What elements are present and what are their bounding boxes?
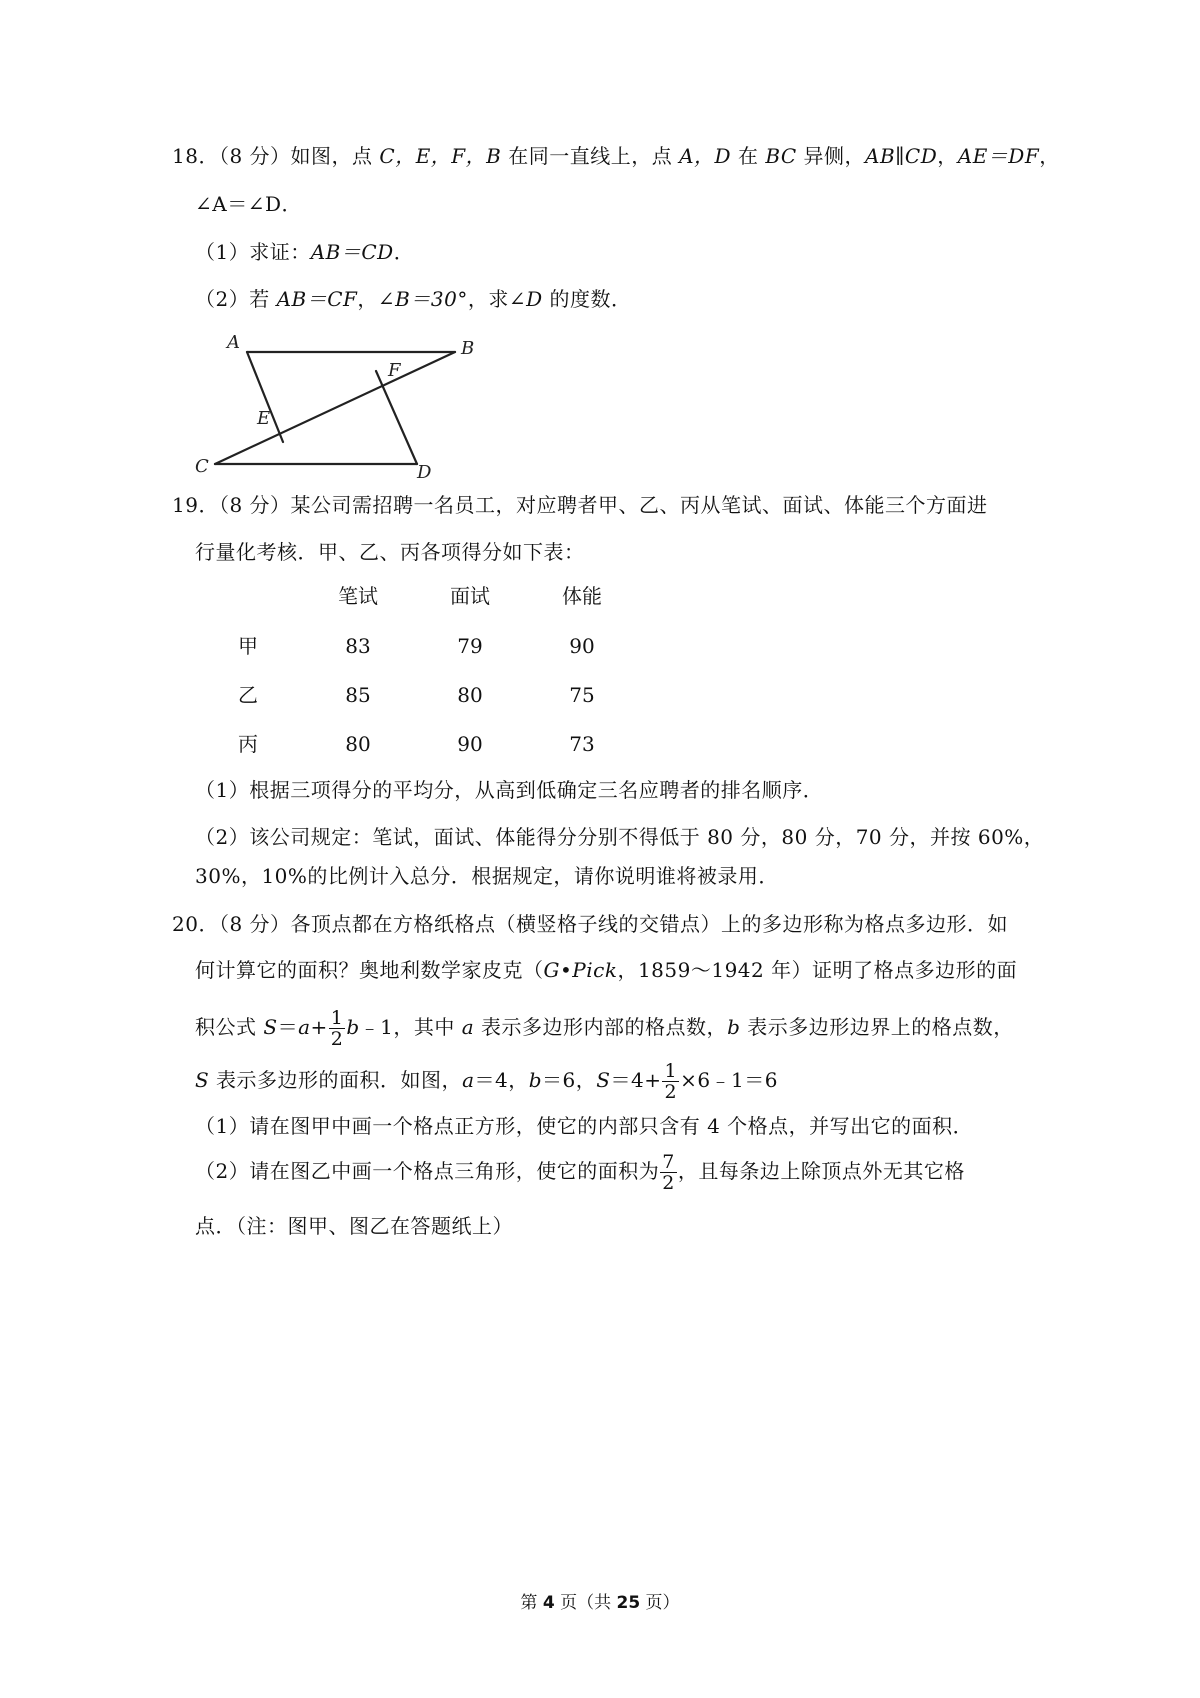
footer-text: 页（共 xyxy=(554,1593,617,1613)
q18-score: （8 分） xyxy=(218,144,291,168)
label-e: E xyxy=(257,408,271,429)
page-footer xyxy=(0,1591,1200,1615)
segment-fd xyxy=(376,371,417,464)
q20-plus: + xyxy=(310,1015,328,1039)
q18-part2 xyxy=(195,285,632,313)
q20-var-a: a xyxy=(462,1068,475,1092)
q18-segment-bc: BC xyxy=(765,144,797,168)
q18-part1-end: ． xyxy=(393,240,415,264)
table-header: 面试 xyxy=(450,584,490,608)
label-a: A xyxy=(227,332,240,353)
table-cell: 90 xyxy=(569,634,595,658)
q19-text: 某公司需招聘一名员工，对应聘者甲、乙、丙从笔试、面试、体能三个方面进 xyxy=(290,493,988,517)
q18-number: 18． xyxy=(172,144,219,168)
q18-part1-label: （1）求证： xyxy=(195,240,311,264)
fraction-numerator: 1 xyxy=(664,1060,678,1082)
q20-var-a2: a xyxy=(461,1015,475,1039)
q20-eq: ＝ xyxy=(277,1015,299,1039)
q18-points: C，E，F，B xyxy=(379,144,502,168)
label-f: F xyxy=(388,360,401,381)
q18-text-2: 在同一直线上，点 xyxy=(501,144,680,168)
q20-line1 xyxy=(172,910,1008,938)
fraction-numerator: 1 xyxy=(330,1007,344,1029)
q20-var-a: a xyxy=(298,1015,311,1039)
q19-score: （8 分） xyxy=(218,493,291,517)
q19-line2: 行量化考核．甲、乙、丙各项得分如下表： xyxy=(195,540,585,564)
q18-part2-expr2: ∠B＝30° xyxy=(377,287,468,311)
table-cell: 79 xyxy=(457,634,483,658)
table-cell: 73 xyxy=(569,732,595,756)
label-d: D xyxy=(417,462,432,483)
q18-comma: ， xyxy=(937,144,958,168)
q19-line1 xyxy=(172,491,988,519)
table-cell: 75 xyxy=(569,683,595,707)
table-row-label: 丙 xyxy=(238,732,258,756)
footer-text: 第 xyxy=(520,1593,543,1613)
table-cell: 80 xyxy=(457,683,483,707)
q20-line2-text1: 何计算它的面积？奥地利数学家皮克（ xyxy=(195,958,544,982)
q20-value-a: ＝4， xyxy=(474,1068,529,1092)
q18-part2-expr1: AB＝CF xyxy=(276,287,358,311)
table-cell: 90 xyxy=(457,732,483,756)
table-cell: 80 xyxy=(345,732,371,756)
q20-line3-text2: 表示多边形内部的格点数， xyxy=(474,1015,728,1039)
table-header: 笔试 xyxy=(338,584,378,608)
q20-minus: ﹣1，其中 xyxy=(359,1015,462,1039)
q20-part2-text2: ，且每条边上除顶点外无其它格 xyxy=(677,1159,965,1183)
fraction-numerator: 7 xyxy=(662,1151,675,1173)
q18-part2-label: （2）若 xyxy=(195,287,277,311)
page-number: 4 xyxy=(542,1593,555,1613)
q20-line3-text1: 积公式 xyxy=(195,1015,264,1039)
segment-bc xyxy=(215,352,455,464)
q20-fraction-half xyxy=(662,1061,679,1102)
table-row-label: 乙 xyxy=(238,683,258,707)
q20-line2 xyxy=(195,956,1017,984)
q20-value-s: ＝4+ xyxy=(610,1068,662,1092)
q18-part2-end: 的度数． xyxy=(542,287,632,311)
page-total: 25 xyxy=(616,1593,641,1613)
q18-line1 xyxy=(172,142,1060,170)
q20-var-s: S xyxy=(195,1068,210,1092)
q18-part2-text: ，求∠ xyxy=(467,287,527,311)
q20-line4 xyxy=(195,1058,778,1102)
q20-var-s2: S xyxy=(596,1068,611,1092)
q18-part2-sep: ， xyxy=(357,287,378,311)
q20-part2-line2: 点．（注：图甲、图乙在答题纸上） xyxy=(195,1214,513,1238)
q20-text: 各顶点都在方格纸格点（横竖格子线的交错点）上的多边形称为格点多边形．如 xyxy=(290,912,1009,936)
q18-relation-equal: AE＝DF xyxy=(957,144,1040,168)
q20-part2-text1: （2）请在图乙中画一个格点三角形，使它的面积为 xyxy=(195,1159,660,1183)
q18-text-4: 异侧， xyxy=(796,144,866,168)
q20-part2 xyxy=(195,1149,965,1193)
q18-part1-expr: AB＝CD xyxy=(310,240,394,264)
q18-geometry-figure xyxy=(195,328,505,488)
footer-text: 页） xyxy=(640,1593,680,1613)
q20-var-b: b xyxy=(346,1015,360,1039)
q19-part2-line1: （2）该公司规定：笔试，面试、体能得分分别不得低于 80 分，80 分，70 分，并按 60%， xyxy=(195,825,1045,849)
q20-number: 20． xyxy=(172,912,219,936)
q18-text-end: ， xyxy=(1039,144,1060,168)
table-row-label: 甲 xyxy=(238,634,258,658)
q20-score: （8 分） xyxy=(218,912,291,936)
q20-var-b2: b xyxy=(727,1015,741,1039)
q18-part1 xyxy=(195,238,414,266)
q18-text-3: 在 xyxy=(731,144,766,168)
q20-var-s: S xyxy=(263,1015,278,1039)
fraction-denominator: 2 xyxy=(664,1081,678,1103)
table-cell: 85 xyxy=(345,683,371,707)
label-b: B xyxy=(461,338,475,359)
q20-gpick: G•Pick xyxy=(543,958,618,982)
q20-line4-text1: 表示多边形的面积．如图， xyxy=(209,1068,463,1092)
q20-fraction-seven-halves xyxy=(660,1152,677,1193)
q18-relation-parallel: AB∥CD xyxy=(865,144,938,168)
label-c: C xyxy=(195,456,209,477)
q18-line2: ∠A＝∠D． xyxy=(195,192,302,216)
q19-number: 19． xyxy=(172,493,219,517)
q20-line3-text3: 表示多边形边界上的格点数， xyxy=(740,1015,1014,1039)
q18-part2-d: D xyxy=(526,287,543,311)
q19-part2-line2: 30%，10%的比例计入总分．根据规定，请你说明谁将被录用． xyxy=(195,864,779,888)
q20-value-b: ＝6， xyxy=(542,1068,597,1092)
q18-points-ad: A，D xyxy=(679,144,732,168)
q20-line2-text2: ，1859～1942 年）证明了格点多边形的面 xyxy=(617,958,1018,982)
q20-fraction-half xyxy=(329,1008,346,1049)
q19-part1: （1）根据三项得分的平均分，从高到低确定三名应聘者的排名顺序． xyxy=(195,778,824,802)
q20-value-rest: ×6﹣1＝6 xyxy=(680,1068,778,1092)
table-header: 体能 xyxy=(562,584,602,608)
q20-part1: （1）请在图甲中画一个格点正方形，使它的内部只含有 4 个格点，并写出它的面积． xyxy=(195,1114,974,1138)
q20-line3 xyxy=(195,1005,1014,1049)
q20-var-b: b xyxy=(528,1068,543,1092)
fraction-denominator: 2 xyxy=(662,1172,675,1194)
table-cell: 83 xyxy=(345,634,371,658)
fraction-denominator: 2 xyxy=(330,1028,344,1050)
q18-text-1: 如图，点 xyxy=(290,144,380,168)
